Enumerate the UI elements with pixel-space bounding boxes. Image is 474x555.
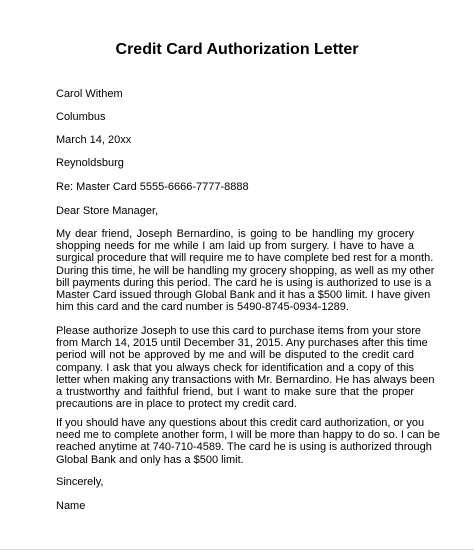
sender-name: Carol Withem (56, 88, 123, 100)
salutation: Dear Store Manager, (56, 205, 159, 217)
paragraph-line: During this time, he will be handling my grocery shopping, as well as my other (56, 264, 435, 277)
paragraph-line: period will not be approved by me and will be disputed to the credit card (56, 349, 414, 362)
letter-title: Credit Card Authorization Letter (115, 41, 359, 58)
paragraph-line: My dear friend, Joseph Bernardino, is going to be handling my grocery (56, 228, 414, 240)
paragraph-line: precautions are in place to protect my credit card. (56, 398, 297, 411)
paragraph-line: need me to complete another form, I will be more than happy to do so. I can be (56, 429, 440, 442)
paragraph-line: shopping needs for me while I am laid up from surgery. I have to have a (56, 240, 414, 253)
paragraph-line: him this card and the card number is 5490-8745-0934-1289. (56, 301, 349, 314)
letter-date: March 14, 20xx (56, 134, 132, 146)
paragraph-line: Please authorize Joseph to use this card to purchase items from your store (56, 325, 422, 337)
paragraph-line: If you should have any questions about this credit card authorization, or you (56, 417, 425, 429)
signature-name: Name (56, 500, 86, 512)
paragraph-line: Master Card issued through Global Bank and it has a $500 limit. I have given (56, 289, 431, 302)
paragraph-1 (56, 228, 435, 314)
paragraph-3 (56, 417, 440, 466)
closing: Sincerely, (56, 476, 104, 488)
bottom-divider (0, 549, 474, 550)
recipient-city: Reynoldsburg (56, 157, 124, 169)
paragraph-line: from March 14, 2015 until December 31, 2015. Any purchases after this time (56, 337, 428, 350)
paragraph-line: a trustworthy and faithful friend, but I want to make sure that the proper (56, 386, 414, 399)
subject-line: Re: Master Card 5555-6666-7777-8888 (56, 181, 249, 193)
paragraph-line: company. I ask that you always check for identification and a copy of this (56, 361, 414, 374)
paragraph-line: Global Bank and only has a $500 limit. (56, 453, 244, 466)
paragraph-line: surgical procedure that will require me to have complete bed rest for a month. (56, 252, 434, 265)
paragraph-line: letter when making any transactions with Mr. Bernardino. He has always been (56, 373, 435, 386)
sender-city: Columbus (56, 111, 106, 123)
paragraph-2 (56, 325, 435, 411)
paragraph-line: reached anytime at 740-710-4589. The card he is using is authorized through (56, 441, 432, 454)
paragraph-line: bill payments during this period. The card he is using is authorized to use is a (56, 276, 432, 289)
